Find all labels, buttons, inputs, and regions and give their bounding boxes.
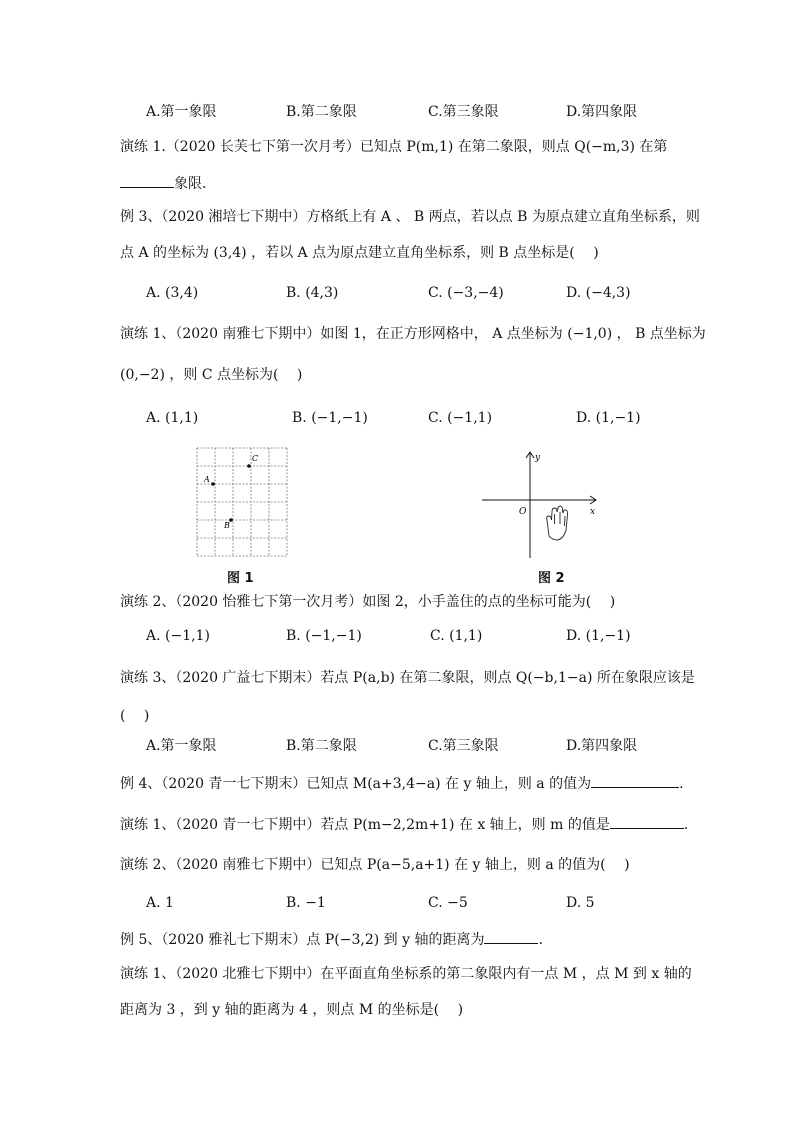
option-d: D.第四象限 bbox=[566, 738, 638, 754]
answer-blank bbox=[484, 929, 538, 944]
options-row-1 bbox=[146, 102, 706, 122]
option-d: D. 5 bbox=[566, 895, 595, 911]
practice-1b-line-1: 演练 1、（2020 南雅七下期中）如图 1，在正方形网格中， A 点坐标为 (−1,0) ， B 点坐标为 bbox=[120, 326, 706, 342]
practice-1c-text: 演练 1、（2020 青一七下期中）若点 P(m−2,2m+1) 在 x 轴上，则 m 的值是 bbox=[120, 817, 610, 833]
point-a-dot bbox=[211, 482, 215, 486]
example-5-end: . bbox=[538, 932, 543, 948]
practice-2-line-1: 演练 2、（2020 怡雅七下第一次月考）如图 2，小手盖住的点的坐标可能为( ) bbox=[120, 594, 616, 610]
example-5-text: 例 5、（2020 雅礼七下期末）点 P(−3,2) 到 y 轴的距离为 bbox=[120, 932, 485, 948]
practice-1-line-1: 演练 1.（2020 长芙七下第一次月考）已知点 P(m,1) 在第二象限，则点 Q(−m,3) 在第 bbox=[120, 139, 668, 155]
option-d: D. (1,−1) bbox=[576, 410, 641, 426]
figure-1-label: 图 1 bbox=[227, 571, 254, 586]
hand-icon bbox=[547, 506, 568, 540]
option-c: C. −5 bbox=[428, 895, 468, 911]
figure-2-label: 图 2 bbox=[538, 571, 565, 586]
example-5-line bbox=[120, 929, 543, 950]
option-b: B. (−1,−1) bbox=[292, 410, 368, 426]
practice-2b-line-1: 演练 2、（2020 南雅七下期中）已知点 P(a−5,a+1) 在 y 轴上，则 a 的值为( ) bbox=[120, 857, 630, 873]
practice-1c-end: . bbox=[683, 817, 689, 833]
option-a: A. (1,1) bbox=[146, 410, 199, 426]
option-c: C.第三象限 bbox=[428, 104, 499, 120]
option-a: A. (−1,1) bbox=[146, 628, 210, 644]
option-d: D. (−4,3) bbox=[566, 285, 631, 301]
option-b: B. (4,3) bbox=[286, 285, 339, 301]
example-4-end: . bbox=[679, 776, 684, 792]
options-practice-2 bbox=[146, 626, 706, 646]
practice-1c-line bbox=[120, 814, 688, 835]
option-b: B.第二象限 bbox=[286, 738, 357, 754]
x-axis-label: x bbox=[590, 507, 596, 517]
options-practice-1b bbox=[146, 408, 706, 428]
option-c: C. (−1,1) bbox=[428, 410, 493, 426]
practice-1d-line-1: 演练 1、（2020 北雅七下期中）在平面直角坐标系的第二象限内有一点 M ，点 M 到 x 轴的 bbox=[120, 966, 692, 982]
option-c: C. (1,1) bbox=[430, 628, 483, 644]
practice-1-suffix: 象限. bbox=[174, 176, 207, 192]
option-b: B. −1 bbox=[286, 895, 326, 911]
options-practice-2b bbox=[146, 893, 706, 913]
point-b-label: B bbox=[224, 521, 230, 530]
example-3-line-2: 点 A 的坐标为 (3,4) ，若以 A 点为原点建立直角坐标系，则 B 点坐标是( ) bbox=[120, 245, 599, 261]
practice-3-line-1: 演练 3、（2020 广益七下期末）若点 P(a,b) 在第二象限，则点 Q(−b,1−a) 所在象限应该是 bbox=[120, 670, 695, 686]
options-practice-3 bbox=[146, 736, 706, 756]
option-a: A.第一象限 bbox=[146, 738, 217, 754]
y-axis-label: y bbox=[535, 453, 541, 463]
option-d: D. (1,−1) bbox=[566, 628, 631, 644]
example-3-line-1: 例 3、（2020 湘培七下期中）方格纸上有 A 、 B 两点，若以点 B 为原点建立直角坐标系，则 bbox=[120, 209, 700, 225]
practice-3-line-2: ( ) bbox=[120, 708, 150, 724]
options-example-3 bbox=[146, 283, 706, 303]
figure-1-grid bbox=[194, 444, 292, 560]
option-a: A. (3,4) bbox=[146, 285, 199, 301]
answer-blank bbox=[610, 814, 684, 829]
point-c-label: C bbox=[252, 454, 259, 463]
point-c-dot bbox=[247, 464, 251, 468]
practice-1-line-2 bbox=[120, 173, 206, 194]
option-c: C. (−3,−4) bbox=[428, 285, 504, 301]
practice-1b-line-2: (0,−2) ，则 C 点坐标为( ) bbox=[120, 367, 303, 383]
origin-label: O bbox=[519, 507, 527, 517]
point-a-label: A bbox=[204, 475, 210, 484]
answer-blank bbox=[120, 173, 174, 188]
option-a: A. 1 bbox=[146, 895, 174, 911]
example-4-line bbox=[120, 773, 684, 794]
option-d: D.第四象限 bbox=[566, 104, 638, 120]
figure-2-axes bbox=[478, 448, 604, 562]
example-4-text: 例 4、（2020 青一七下期末）已知点 M(a+3,4−a) 在 y 轴上，则 a 的值为 bbox=[120, 776, 592, 792]
option-c: C.第三象限 bbox=[428, 738, 499, 754]
practice-1d-line-2: 距离为 3 ，到 y 轴的距离为 4 ，则点 M 的坐标是( ) bbox=[120, 1002, 464, 1018]
option-b: B. (−1,−1) bbox=[286, 628, 362, 644]
option-b: B.第二象限 bbox=[286, 104, 357, 120]
option-a: A.第一象限 bbox=[146, 104, 217, 120]
answer-blank bbox=[591, 773, 679, 788]
